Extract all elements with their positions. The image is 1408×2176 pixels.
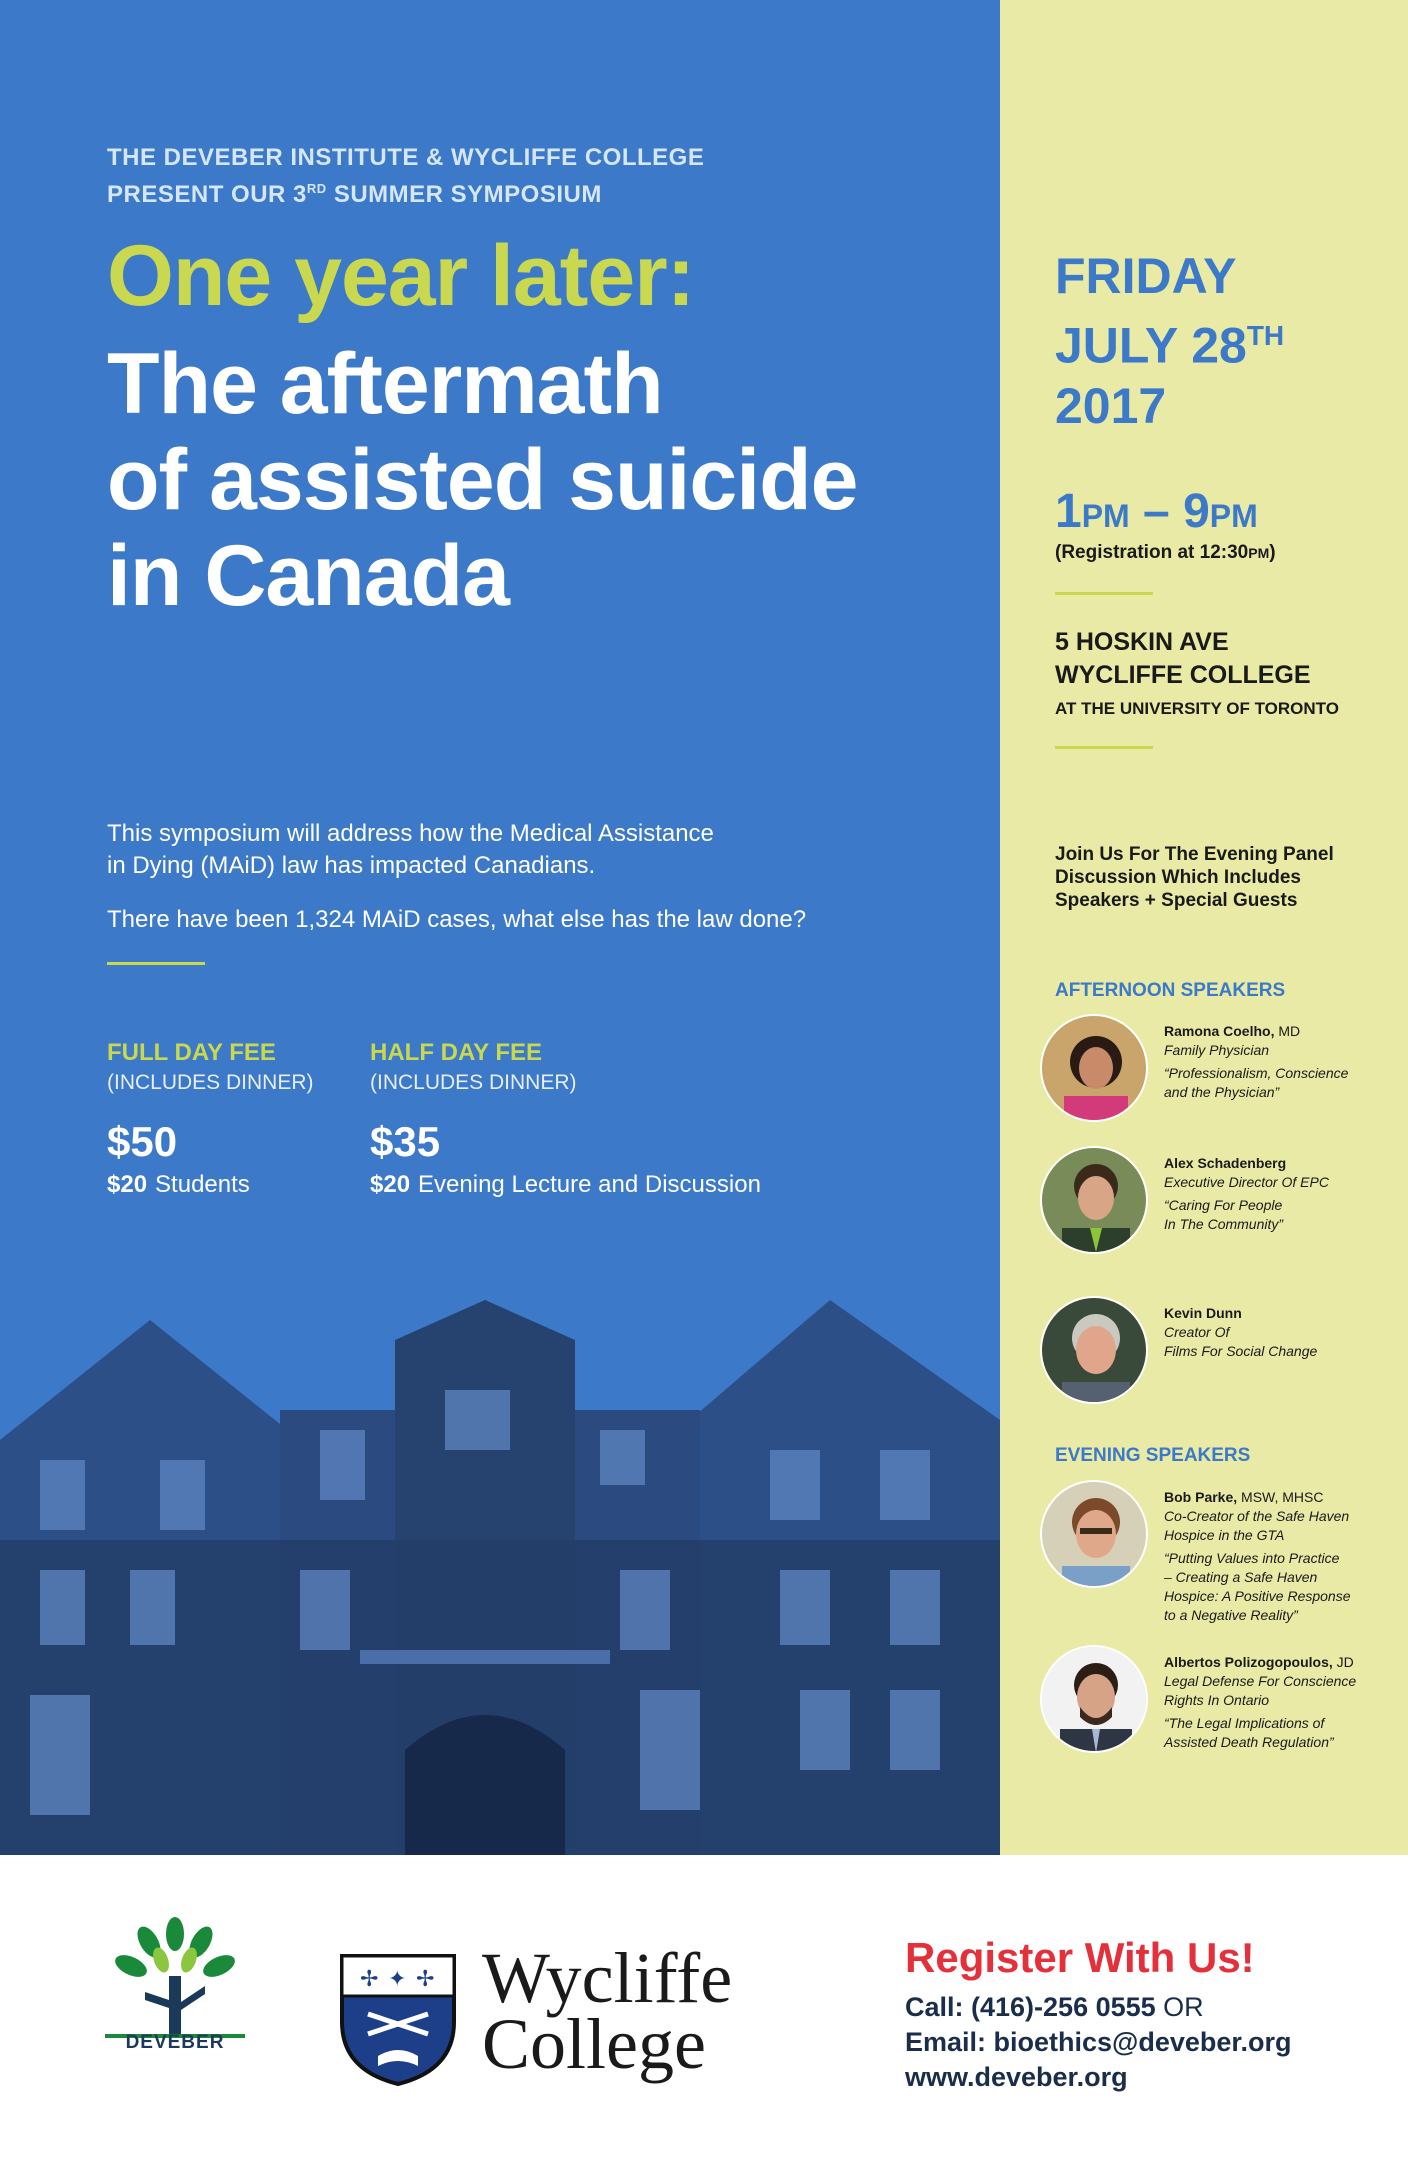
register-heading: Register With Us!: [905, 1934, 1255, 1981]
afternoon-speakers-heading: AFTERNOON SPEAKERS: [1055, 980, 1286, 1001]
intro-text: [107, 818, 887, 958]
address-line-2: WYCLIFFE COLLEGE: [1055, 661, 1311, 689]
time-separator: –: [1129, 485, 1184, 538]
speaker-role-2: Hospice in the GTA: [1164, 1527, 1285, 1543]
presents-text: [107, 142, 704, 210]
registration-post: ): [1269, 542, 1276, 563]
speaker-card: [1040, 1014, 1400, 1126]
intro-p1-line1: This symposium will address how the Medical Assistance: [107, 820, 714, 847]
svg-text:✢: ✢: [360, 1967, 379, 1992]
speaker-credentials: MSW, MHSC: [1237, 1489, 1324, 1505]
speaker-info: [1164, 1653, 1396, 1752]
headline-subtitle: One year later:: [107, 228, 695, 324]
talk-line-1: “Caring For People: [1164, 1197, 1283, 1213]
speaker-name: Alex Schadenberg: [1164, 1155, 1287, 1171]
address-line-3: AT THE UNIVERSITY OF TORONTO: [1055, 699, 1339, 718]
speaker-info: [1164, 1304, 1396, 1361]
address-line-1: 5 HOSKIN AVE: [1055, 628, 1229, 656]
speaker-role-2: Rights In Ontario: [1164, 1692, 1270, 1708]
divider: [107, 962, 205, 965]
svg-text:✦: ✦: [388, 1967, 407, 1992]
speaker-role: Family Physician: [1164, 1042, 1270, 1058]
evening-panel-invite: [1055, 843, 1375, 912]
join-line-2: Discussion Which Includes: [1055, 867, 1301, 888]
phone-text[interactable]: Call: (416)-256 0555: [905, 1992, 1164, 2022]
speaker-name-line: [1164, 1022, 1396, 1041]
fee-sub: (INCLUDES DINNER): [370, 1071, 577, 1094]
fee-label: FULL DAY FEE: [107, 1039, 276, 1066]
speaker-name: Ramona Coelho,: [1164, 1023, 1275, 1039]
time-end-unit: PM: [1209, 498, 1258, 534]
speaker-name-line: [1164, 1653, 1396, 1672]
speaker-name: Bob Parke,: [1164, 1489, 1238, 1505]
speaker-name-line: [1164, 1488, 1396, 1507]
event-month-day: [1055, 306, 1284, 376]
speaker-role: Legal Defense For Conscience: [1164, 1673, 1357, 1689]
fee-label: HALF DAY FEE: [370, 1039, 543, 1066]
speaker-photo: [1040, 1296, 1148, 1404]
speaker-role-2: Films For Social Change: [1164, 1343, 1318, 1359]
wycliffe-wordmark: [482, 1938, 733, 2084]
divider: [1055, 592, 1153, 595]
contact-website-link[interactable]: www.deveber.org: [905, 2062, 1128, 2092]
wycliffe-crest: [338, 1952, 458, 2088]
speaker-role: Executive Director Of EPC: [1164, 1174, 1329, 1190]
fee-alt-price: $20: [107, 1171, 148, 1198]
speaker-talk: [1164, 1714, 1396, 1752]
divider: [1055, 746, 1153, 749]
fee-alt-label: Evening Lecture and Discussion: [418, 1171, 761, 1198]
speaker-photo: [1040, 1480, 1148, 1588]
headline-line-4: in Canada: [107, 528, 509, 624]
join-line-3: Speakers + Special Guests: [1055, 890, 1298, 911]
talk-line-2: and the Physician”: [1164, 1084, 1280, 1100]
event-date: [1055, 246, 1284, 436]
event-day-suffix: TH: [1246, 320, 1285, 351]
speaker-info: [1164, 1022, 1396, 1102]
event-year: 2017: [1055, 377, 1167, 434]
join-line-1: Join Us For The Evening Panel: [1055, 844, 1334, 865]
speaker-card: [1040, 1645, 1400, 1765]
speaker-info: [1164, 1488, 1396, 1625]
event-address: [1055, 626, 1311, 692]
talk-line-2: In The Community”: [1164, 1216, 1284, 1232]
intro-paragraph-2: There have been 1,324 MAiD cases, what else has the law done?: [107, 906, 807, 933]
svg-text:✢: ✢: [416, 1967, 435, 1992]
talk-line-4: to a Negative Reality”: [1164, 1607, 1298, 1623]
registration-pre: (Registration at 12:30: [1055, 542, 1249, 563]
talk-line-3: Hospice: A Positive Response: [1164, 1588, 1351, 1604]
headline-title: [107, 336, 987, 624]
speaker-role: Creator Of: [1164, 1324, 1230, 1340]
fee-alt: [370, 1168, 930, 1202]
speaker-photo: [1040, 1146, 1148, 1254]
talk-line-2: – Creating a Safe Haven: [1164, 1569, 1318, 1585]
speaker-card: [1040, 1296, 1400, 1408]
presents-pre: PRESENT OUR 3: [107, 181, 307, 208]
college-building-image: [0, 1280, 1000, 1855]
presents-line-1: THE DEVEBER INSTITUTE & WYCLIFFE COLLEGE: [107, 144, 705, 171]
wycliffe-line-2: College: [482, 2004, 706, 2084]
speaker-photo: [1040, 1645, 1148, 1753]
registration-time: [1055, 540, 1276, 566]
fee-sub: (INCLUDES DINNER): [107, 1071, 314, 1094]
speaker-card: [1040, 1146, 1400, 1258]
half-day-fee: [370, 1038, 930, 1202]
fee-price: $50: [107, 1118, 178, 1165]
time-start-unit: PM: [1081, 498, 1130, 534]
fee-price: $35: [370, 1118, 441, 1165]
avatar: [1042, 1482, 1148, 1588]
avatar: [1042, 1016, 1148, 1122]
avatar: [1042, 1148, 1148, 1254]
shield-icon: [338, 1952, 458, 2088]
fee-alt-label: Students: [155, 1171, 250, 1198]
time-start: 1: [1055, 485, 1082, 538]
speaker-credentials: JD: [1332, 1654, 1354, 1670]
headline-line-3: of assisted suicide: [107, 432, 858, 528]
fee-alt-price: $20: [370, 1171, 411, 1198]
avatar: [1042, 1647, 1148, 1753]
evening-speakers-heading: EVENING SPEAKERS: [1055, 1445, 1251, 1466]
speaker-credentials: MD: [1274, 1023, 1301, 1039]
speaker-talk: [1164, 1549, 1396, 1625]
wycliffe-line-1: Wycliffe: [482, 1938, 733, 2018]
speaker-card: [1040, 1480, 1400, 1623]
intro-paragraph-1: [107, 818, 887, 882]
avatar: [1042, 1298, 1148, 1404]
event-day: FRIDAY: [1055, 248, 1237, 304]
contact-phone[interactable]: [905, 1990, 1291, 2025]
speaker-info: [1164, 1154, 1396, 1234]
talk-line-1: “Professionalism, Conscience: [1164, 1065, 1349, 1081]
speaker-talk: [1164, 1196, 1396, 1234]
intro-p1-line2: in Dying (MAiD) law has impacted Canadians.: [107, 852, 596, 879]
speaker-name: Kevin Dunn: [1164, 1305, 1242, 1321]
event-time: [1055, 484, 1258, 544]
presents-line-2: [107, 173, 704, 210]
registration-unit: PM: [1248, 545, 1270, 561]
deveber-logo-text: DEVEBER: [125, 2032, 225, 2053]
talk-line-1: “Putting Values into Practice: [1164, 1550, 1340, 1566]
event-month: JULY 28: [1055, 317, 1247, 374]
contact-info: [905, 1990, 1291, 2095]
deveber-logo: [105, 1916, 245, 2058]
speaker-talk: [1164, 1064, 1396, 1102]
speaker-photo: [1040, 1014, 1148, 1122]
phone-or: OR: [1163, 1992, 1204, 2022]
presents-sup: RD: [306, 181, 327, 196]
time-end: 9: [1183, 485, 1210, 538]
speaker-role: Co-Creator of the Safe Haven: [1164, 1508, 1350, 1524]
headline-line-2: The aftermath: [107, 336, 663, 432]
contact-email[interactable]: Email: bioethics@deveber.org: [905, 2027, 1292, 2057]
talk-line-2: Assisted Death Regulation”: [1164, 1734, 1334, 1750]
presents-post: SUMMER SYMPOSIUM: [326, 181, 602, 208]
talk-line-1: “The Legal Implications of: [1164, 1715, 1325, 1731]
speaker-name: Albertos Polizogopoulos,: [1164, 1654, 1333, 1670]
